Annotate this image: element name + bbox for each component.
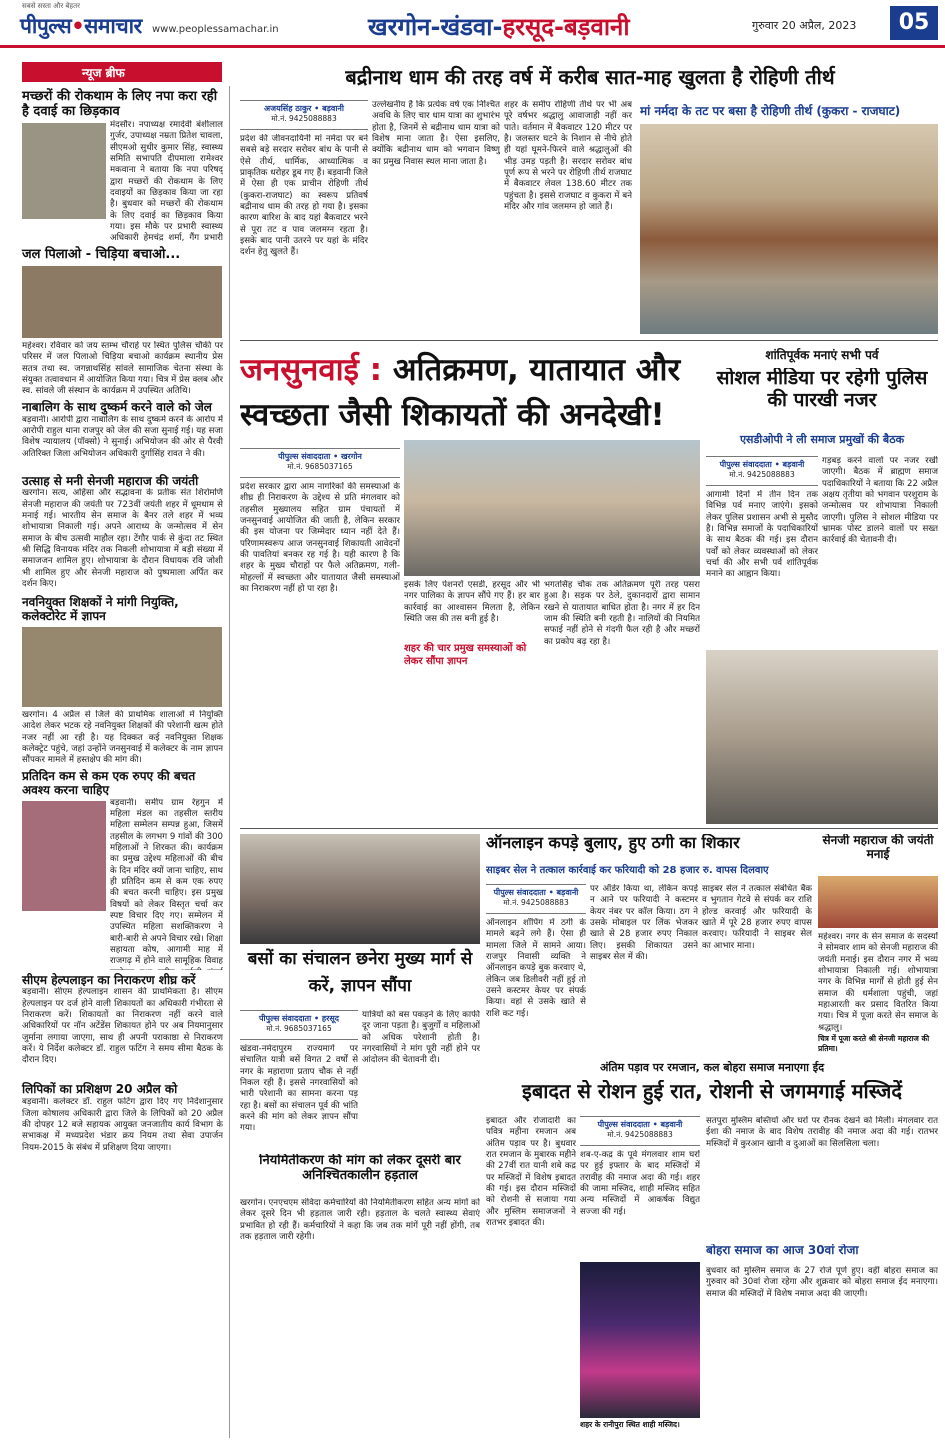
newspaper-logo[interactable] <box>20 12 142 40</box>
jansunvai-headline <box>240 348 700 444</box>
sen-text: महेश्वर। नगर के सेन समाज के सदस्यों ने सोमवार शाम को सेनजी महाराज की जयंती मनाई। इस दौरान नगर में भव्य शोभायात्रा निकाली गई। शोभायात्रा नगर के विभिन्न मार्गों से होती हुई सेन समाज की धर्मशाला पहुंची, जहां महाआरती कर प्रसाद वितरित किया गया। चित्र में पूजा करते सेन समाज के श्रद्धालु। <box>818 932 938 1032</box>
brief-5-title: नवनियुक्त शिक्षकों ने मांगी नियुक्ति, कलेक्टोरेट में ज्ञापन <box>22 595 179 624</box>
jansunvai-headline-a: जनसुनवाई : <box>240 352 383 388</box>
rohini-byline-phone: मो.नं. 9425088883 <box>271 114 337 123</box>
rohini-caption: मां नर्मदा के तट पर बसा है रोहिणी तीर्थ (कुकरा - राजघाट) <box>640 104 901 118</box>
brief-1-title: मच्छरों की रोकथाम के लिए नपा करा रही है दवाई का छिड़काव <box>22 89 218 119</box>
thagi-byline <box>486 884 586 914</box>
social-col2: गड़बड़ करने वालों पर नजर रखी जाएगी। बैठक में ब्राह्मण समाज पदाधिकारियों ने बताया कि 22 अप्रैल अक्षय तृतीया को भगवान परशुराम के जन्मोत्सव पर शोभायात्रा निकाली जाएगी। पुलिस ने सोशल मीडिया पर भ्रामक पोस्ट डालने वालों पर सख्त कार्रवाई की चेतावनी दी। <box>822 456 938 546</box>
masjid-photo-caption: शहर के रानीपुरा स्थित शाही मस्जिद। <box>580 1420 680 1429</box>
brief-5-text: खरगोन। 4 अप्रैल से जिले की प्राथमिक शालाओं में नियुक्ति आदेश लेकर भटक रहे नवनियुक्त शिक्षकों की परेशानी खत्म होते नजर नहीं आ रही है। यह दिक्कत कई नवनियुक्त शिक्षक कलेक्ट्रेट पहुंचे, जहां उन्होंने जनसुनवाई में कलेक्टर के नाम ज्ञापन सौंपकर मामले में हस्तक्षेप की मांग की। <box>22 710 223 766</box>
thagi-col3: साइबर सेल ने तत्काल संबंधित बैंक व भुगतान गेटवे से संपर्क कर राशि होल्ड करवाई और फरियादी के खाते में पूरे 28 हजार रुपए वापस करवाए। फरियादी ने साइबर सेल का आभार माना। <box>702 884 812 951</box>
masjid-byline <box>580 1116 700 1146</box>
brief-6-text: बड़वानी। समीप ग्राम रेहगुन में महिला मंडल का तहसील स्तरीय महिला सम्मेलन सम्पन्न हुआ, जिसमें तहसील के लगभग 9 गांवों की 300 महिलाओं ने शिरकत की। कार्यक्रम का प्रमुख उद्देश्य महिलाओं की बीच के दिन मंदिर क्यों जाना चाहिए, साथ ही प्रतिदिन कम से कम एक रुपए की बचत करनी चाहिए। इस प्रमुख विषयों को लेकर विस्तृत चर्चा कर स्पष्ट विचार दिए गए। सम्मेलन में उपस्थित महिला सशक्तिकरण ने बारी-बारी से अपने विचार रखे। शिक्षा सहायता कोष, आगामी माह में राजगढ़ में होने वाले सामूहिक विवाह <box>110 797 223 967</box>
masjid-headline: इबादत से रोशन हुई रात, रोशनी से जगमगाई मस्जिदें <box>522 1080 902 1103</box>
masjid-col1: इबादत और रोजादारी का पवित्र महीना रमजान अब अंतिम पड़ाव पर है। बुधवार रात रमजान के मुबारक महीने की 27वीं रात यानी शबे कद्र पर मस्जिदों में विशेष इबादत की गई। इस दौरान मस्जिदों को रोशनी से सजाया गया और मुस्लिम समाजजनों ने रातभर इबादत की। <box>486 1116 576 1229</box>
social-byline <box>706 456 818 486</box>
social-headline: सोशल मीडिया पर रहेगी पुलिस की पारखी नजर <box>716 368 928 411</box>
section-divider-1 <box>240 340 938 341</box>
jansunvai-col1: प्रदेश सरकार द्वारा आम नागरिकों की समस्याओं के शीघ्र ही निराकरण के उद्देश्य से प्रति मंगलवार को तहसील मुख्यालय सहित ग्राम पंचायतों में जनसुनवाई आयोजित की जाती है, लेकिन सरकार की इस योजना पर जिम्मेदार ध्यान नहीं देते हैं। परिणामस्वरूप आज जनसुनवाई शिकायती आवेदनों की पावतियां बनकर रह गई है। यही कारण है कि शहर के मुख्य चौराहों पर फैले अतिक्रमण, गली-मोहल्लों में स्वच्छता और यातायात जैसी समस्याओं का निराकरण नहीं हो पा रहा है। <box>240 482 400 595</box>
masjid-kicker: अंतिम पड़ाव पर रमजान, कल बोहरा समाज मनाएगा ईद <box>599 1061 825 1074</box>
masjid-col2: शब-ए-कद्र के पूर्व मंगलवार शाम घरों पर हुई इफ्तार के बाद मस्जिदों में तरावीह की नमाज अदा की गई। शहर की जामा मस्जिद, शाही मस्जिद सहित अन्य मस्जिदों में आकर्षक विद्युत सज्जा की गई। <box>580 1150 700 1217</box>
brief-1-text: मंदसौर। नपाध्यक्ष रमादेवी बंशीलाल गुर्जर, उपाध्यक्ष नम्रता प्रितेश चावला, सीएमओ सुधीर कुमार सिंह, स्वास्थ्य समिति सभापति दीपमाला रामेश्वर मकवाना ने बताया कि नपा परिषद् द्वारा मच्छरों की रोकथाम के लिए दवाइयों का छिड़काव किया जा रहा है। बुधवार को मच्छरों की रोकथाम के लिए दवाई का छिड़काव किया गया। इस मौके पर प्रभारी स्वास्थ्य अधिकारी हेमचंद्र शर्मा, गैंग प्रभारी <box>110 119 223 244</box>
thagi-headline: ऑनलाइन कपड़े बुलाए, हुए ठगी का शिकार <box>486 834 740 852</box>
brief-7-title: सीएम हेल्पलाइन का निराकरण शीघ्र करें <box>22 972 196 987</box>
thagi-subhead: साइबर सेल ने तत्काल कार्रवाई कर फरियादी को 28 हजार रु. वापस दिलवाए <box>486 865 769 876</box>
brief-6-title: प्रतिदिन कम से कम एक रुपए की बचत अवश्य करना चाहिए <box>22 769 196 797</box>
website-link[interactable]: www.peoplessamachar.in <box>152 24 279 35</box>
jansunvai-byline <box>240 448 400 478</box>
social-byline-phone: मो.नं. 9425088883 <box>729 470 795 479</box>
region-title-a: खरगोन-खंडवा- <box>368 13 503 41</box>
brief-6-photo <box>22 801 106 911</box>
brief-column <box>18 86 230 1438</box>
masthead <box>0 0 945 48</box>
bus-byline <box>240 1010 358 1040</box>
masjid-col3: सतपुरा मुस्लिम बस्तियों और घरों पर रौनक देखने को मिली। मंगलवार रात ईशा की नमाज के बाद विशेष तरावीह की नमाज अदा की गई। रातभर मस्जिदों में कुरआन खानी व दुआओं का सिलसिला चला। <box>706 1116 938 1149</box>
rohini-col1: प्रदेश की जीवनदायिनी मां नर्मदा पर बने सबसे बड़े सरदार सरोवर बांध के पानी से ऐसे तीर्थ, धार्मिक, आध्यात्मिक व प्राकृतिक धरोहर डूब गए हैं। बड़वानी जिले में ऐसा ही एक प्राचीन रोहिणी तीर्थ (कुकरा-राजघाट) का स्वरूप प्रतिवर्ष बद्रीनाथ धाम की तरह हो गया है। इसका कारण बारिश के बाद यहां बैकवाटर भरने से पूरा तट व पाव जलमग्न रहता है। इसके बाद पानी उतरने पर यहां के मंदिर दर्शन हेतु खुलते हैं। <box>240 134 368 258</box>
social-byline-name: पीपुल्स संवाददाता • बड़वानी <box>719 460 805 469</box>
brief-3-text: बड़वानी। आरोपी द्वारा नाबालिग के साथ दुष्कर्म करने के आरोप में आरोपी राहुल थाना राजपुर को जेल की सजा सुनाई गई। यह सजा विशेष न्यायालय (पॉक्सो) ने सुनाई। अभियोजन की ओर से पैरवी अतिरिक्त जिला अभियोजन अधिकारी दुर्गासिंह रावत ने की। <box>22 414 223 459</box>
rohini-headline: बद्रीनाथ धाम की तरह वर्ष में करीब सात-माह खुलता है रोहिणी तीर्थ <box>345 65 835 89</box>
jansunvai-col2: इसके लिए पेशनरों एसडी, हरसूद और भी नगर पालिका के ज्ञापन सौंपे गए हैं। हर बार कार्रवाई का आश्वासन मिलता है, लेकिन स्थिति जस की तस बनी हुई है। <box>404 580 540 625</box>
bus-col1: खंडवा-नर्मदापुरम राज्यमार्ग पर संचालित यात्री बसें विगत 2 वर्षों से नगर के महाराणा प्रताप चौक से नहीं निकल रही हैं। इससे नगरवासियों को भारी परेशानी का सामना करना पड़ रहा है। बसों का संचालन पूर्व की भांति करने की मांग को लेकर ज्ञापन सौंपा गया। <box>240 1044 358 1134</box>
sen-caption: चित्र में पूजा करते श्री सेनजी महाराज की प्रतिमा। <box>818 1034 930 1053</box>
brief-1-photo <box>22 123 106 219</box>
logo-right: समाचार <box>84 14 142 38</box>
masthead-tagline: सबसे सस्ता और बेहतर <box>22 2 80 10</box>
bus-headline: बसों का संचालन छनेरा मुख्य मार्ग से करें, ज्ञापन सौंपा <box>247 949 473 997</box>
rohini-col2: उल्लेखनीय है कि प्रत्येक वर्ष एक निश्चित अवधि के लिए चार धाम यात्रा का शुभारंभ होता है, जिनमें से बद्रीनाथ धाम यात्रा को विशेष माना जाता है। ऐसा इसलिए, क्योंकि बद्रीनाथ धाम को भगवान विष्णु का प्रमुख निवास स्थल माना जाता है। <box>372 100 500 167</box>
social-subhead: एसडीओपी ने ली समाज प्रमुखों की बैठक <box>739 433 905 446</box>
social-kicker: शांतिपूर्वक मनाएं सभी पर्व <box>765 348 879 362</box>
jansunvai-photo-street <box>404 440 700 576</box>
thagi-byline-phone: मो.नं. 9425088883 <box>503 898 569 907</box>
brief-8-title: लिपिकों का प्रशिक्षण 20 अप्रैल को <box>22 1082 178 1097</box>
jansunvai-byline-name: पीपुल्स संवाददाता • खरगोन <box>278 452 362 461</box>
section-divider-2 <box>240 828 938 829</box>
jansunvai-col3: भगतसिंह चौक तक अतिक्रमण पूरी तरह पसरा हुआ है। सड़क पर ठेले, दुकानदारों द्वारा सामान रखने से यातायात बाधित होता है। नगर में हर दिन जाम की स्थिति बनी रहती है। नालियों की नियमित सफाई नहीं होने से गंदगी फैल रही है और मच्छरों का प्रकोप बढ़ रहा है। <box>544 580 700 647</box>
hadtal-text: खरगोन। एनएचएम संविदा कर्मचारियों की नियमितीकरण सहित अन्य मांगों को लेकर दूसरे दिन भी हड़ताल जारी रही। हड़ताल के चलते स्वास्थ्य सेवाएं प्रभावित हो रही हैं। कर्मचारियों ने कहा कि जब तक मांगें पूरी नहीं होंगी, तब तक हड़ताल जारी रहेगी। <box>240 1198 480 1243</box>
sen-photo <box>818 876 938 928</box>
brief-2-photo <box>22 266 222 338</box>
masjid-side-text: बुधवार को मुस्लिम समाज के 27 रोजे पूर्ण हुए। वहीं बोहरा समाज का गुरुवार को 30वां रोजा रहेगा और शुक्रवार को बोहरा समाज ईद मनाएगा। समाज की मस्जिदों में विशेष नमाज अदा की जाएगी। <box>706 1266 938 1299</box>
masjid-side-title: बोहरा समाज का आज 30वां रोजा <box>706 1244 859 1257</box>
logo-left: पीपुल्स <box>20 14 72 38</box>
brief-7-text: बड़वानी। सीएम हेल्पलाइन शासन की प्राथमिकता है। सीएम हेल्पलाइन पर दर्ज होने वाली शिकायतों का अधिकारी गंभीरता से निराकरण करें। शिकायतों का निराकरण नहीं करने वाले अधिकारियों पर नॉन अटेंडेंस शिकायत होने पर अब नियमानुसार जुर्माना लगाया जाएगा, साथ ही अपनी पराकाष्ठा से निराकरण करें। ये निर्देश कलेक्टर डॉ. राहुल फटिंग ने समय सीमा बैठक के दौरान दिए। <box>22 987 223 1066</box>
brief-3-title: नाबालिग के साथ दुष्कर्म करने वाले को जेल <box>22 399 212 414</box>
bus-photo <box>240 834 480 944</box>
social-meeting-photo <box>706 650 938 824</box>
page-number: 05 <box>890 6 938 40</box>
masjid-byline-phone: मो.नं. 9425088883 <box>607 1130 673 1139</box>
brief-4-text: खरगोन। सत्य, अहिंसा और सद्भावना के प्रतीक संत शिरोमणि सेनजी महाराज की जयंती पर 723वीं जयंती शहर में धूमधाम से मनाई गई। भारतीय सेन समाज के बैनर तले शहर में भव्य शोभायात्रा निकाली गई। अपने आराध्य के जन्मोत्सव में सेन समाज के बीच उत्सवी माहौल रहा। टेंगौर पार्क से कुंदा तट स्थित श्री सिद्धि विनायक मंदिर तक निकली शोभायात्रा में बड़ी संख्या में समाजजन शामिल हुए। शोभायात्रा के दौरान विधायक रवि जोशी भी शामिल हुए और सेनजी महाराज को पुष्पमाला अर्पित कर दर्शन किए। <box>22 488 223 590</box>
masjid-photo <box>580 1262 700 1418</box>
masjid-byline-name: पीपुल्स संवाददाता • बड़वानी <box>597 1120 683 1129</box>
brief-4-title: उत्साह से मनी सेनजी महाराज की जयंती <box>22 473 199 488</box>
brief-8-text: बड़वानी। कलेक्टर डॉ. राहुल फटिंग द्वारा दिए गए निर्देशानुसार जिला कोषालय अधिकारी द्वारा जिले के लिपिकों को 20 अप्रैल की दोपहर 12 बजे सहायक आयुक्त जनजातीय कार्य विभाग के सभाकक्ष में मध्यप्रदेश भंडार क्रय नियम तथा सेवा उपार्जन नियम-2015 के संबंध में प्रशिक्षण दिया जाएगा। <box>22 1097 223 1153</box>
thagi-byline-name: पीपुल्स संवाददाता • बड़वानी <box>493 888 579 897</box>
hadtal-headline: नियमितीकरण की मांग को लेकर दूसरी बार अनिश्चितकालीन हड़ताल <box>259 1154 461 1183</box>
sen-headline: सेनजी महाराज की जयंती मनाई <box>822 834 934 861</box>
bus-byline-phone: मो.नं. 9685037165 <box>266 1024 332 1033</box>
social-col1: आगामी दिनों में तीन दिन तक विभिन्न पर्व मनाए जाएंगे। इसको लेकर पुलिस प्रशासन अभी से मुस्तैद है। विभिन्न समाजों के पदाधिकारियों के साथ बैठक की गई। इस दौरान पर्वों को लेकर व्यवस्थाओं को लेकर चर्चा की और सभी पर्व शांतिपूर्वक मनाने का आह्वान किया। <box>706 490 818 580</box>
rohini-photo <box>640 124 938 334</box>
bus-col2: यात्रियों को बस पकड़ने के लिए काफी दूर जाना पड़ता है। बुजुर्गों व महिलाओं को अधिक परेशानी होती है। नगरवासियों ने मांग पूरी नहीं होने पर आंदोलन की चेतावनी दी। <box>362 1010 480 1066</box>
jansunvai-byline-phone: मो.नं. 9685037165 <box>287 462 353 471</box>
bus-byline-name: पीपुल्स संवाददाता • हरसूद <box>258 1014 340 1023</box>
jansunvai-headline-b: अतिक्रमण, यातायात और स्वच्छता जैसी शिकायतों की अनदेखी! <box>240 352 681 433</box>
region-title-b: हरसूद-बड़वानी <box>502 13 630 41</box>
rohini-byline-name: अजयसिंह ठाकुर • बड़वानी <box>264 104 344 113</box>
region-title <box>368 10 630 43</box>
rohini-col3: शहर के समीप रोहिणी तीर्थ पर भी अब पूरे वर्षभर श्रद्धालु आवाजाही नहीं कर पाते। वर्तमान में बैकवाटर 120 मीटर पर है। जलस्तर घटने के निशान से नीचे होते ही यहां घूमने-फिरने वाले श्रद्धालुओं की भीड़ उमड़ पड़ती है। सरदार सरोवर बांध पूर्ण रूप से भरने पर रोहिणी तीर्थ राजघाट में बैकवाटर लेवल 138.60 मीटर तक पहुंचता है। इससे राजघाट व कुकरा में बने मंदिर और गांव जलमग्न हो जाते हैं। <box>504 100 632 213</box>
rohini-byline <box>240 100 368 130</box>
issue-date: गुरुवार 20 अप्रैल, 2023 <box>752 19 857 32</box>
logo-separator: • <box>71 14 85 38</box>
thagi-col1: ऑनलाइन शॉपिंग में ठगी के मामले बढ़ने लगे हैं। ऐसा ही मामला जिले में सामने आया। राजपुर निवासी व्यक्ति ने ऑनलाइन कपड़े बुक करवाए थे, लेकिन जब डिलीवरी नहीं हुई तो उसने कस्टमर केयर पर संपर्क किया। वहां से उसके खाते से राशि कट गई। <box>486 918 586 1019</box>
brief-5-photo <box>22 627 222 707</box>
news-brief-label: न्यूज ब्रीफ <box>22 62 222 82</box>
jansunvai-photo-caption: शहर की चार प्रमुख समस्याओं को लेकर सौंपा ज्ञापन <box>404 643 527 667</box>
brief-2-text: महेश्वर। रविवार को जय स्तम्भ चौराहे पर स्थित पुलिस चौकी पर परिसर में जल पिलाओ चिड़िया बचाओ कार्यक्रम स्थानीय प्रेस सतत्र तथा स्व. जगन्नाथसिंह सांवले सामाजिक चेतना संस्था के संयुक्त तत्वावधान में आयोजित किया गया। चित्र में प्रेस क्लब और स्व. सांवले जी संस्थान के कार्यक्रम में उपस्थित अतिथि। <box>22 340 223 397</box>
brief-2-title: जल पिलाओ - चिड़िया बचाओ... <box>22 246 181 262</box>
thagi-col2: पर ऑर्डर किया था, लेकिन कपड़े न आने पर फरियादी ने कस्टमर केयर नंबर पर कॉल किया। ठग ने उसके मोबाइल पर लिंक भेजकर खाते से 28 हजार रुपए निकाल लिए। इसकी शिकायत उसने साइबर सेल में की। <box>590 884 698 963</box>
